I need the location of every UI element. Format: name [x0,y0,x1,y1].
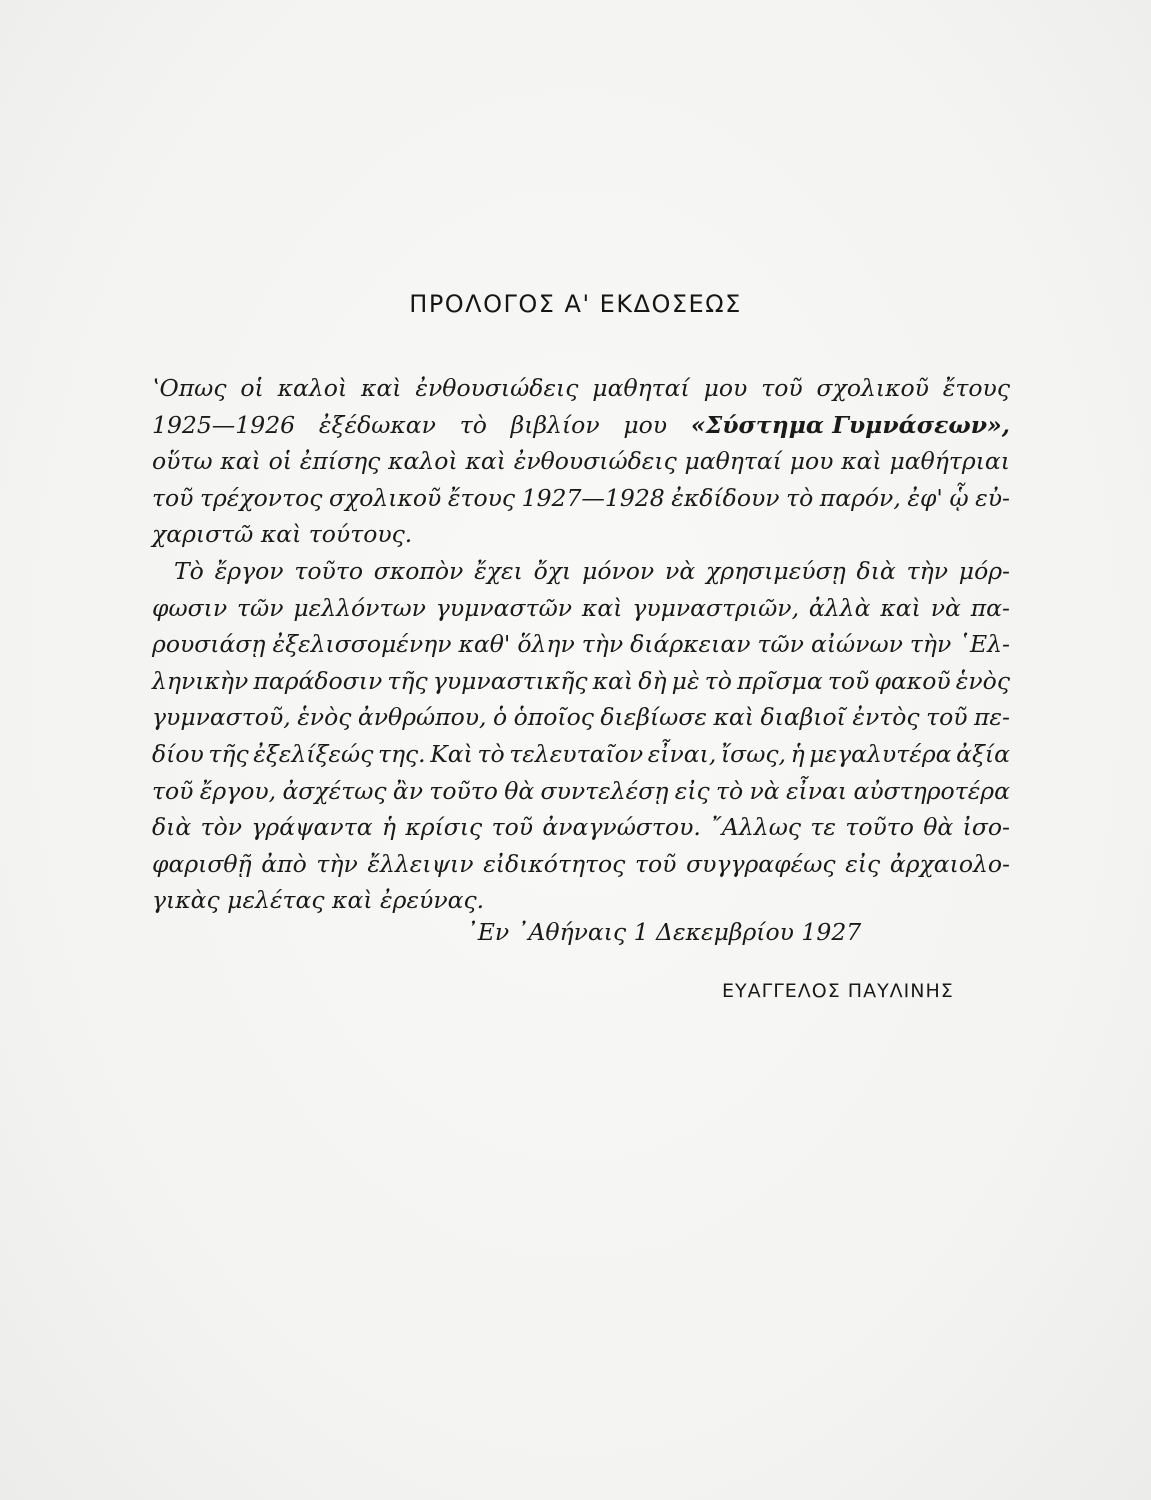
dateline: ᾿Εν ᾿Αθήναις 1 Δεκεμβρίου 1927 [466,918,862,946]
text-segment: οὕτω καὶ οἱ ἐπίσης καλοὶ καὶ ἐνθουσιώδεις μαθηταί μου καὶ μαθήτριαι [152,447,1010,476]
text-segment: γικὰς μελέτας καὶ ἐρεύνας. [152,886,485,915]
text-line [152,370,1010,407]
text-line [152,882,1010,919]
text-line [152,699,1010,736]
text-segment: τοῦ ἔργου, ἀσχέτως ἂν τοῦτο θὰ συντελέσῃ εἰς τὸ νὰ εἶναι αὐστηροτέρα [152,776,1010,805]
text-segment: βιβλίον [510,410,600,439]
text-segment: ʽΟπως οἱ καλοὶ καὶ ἐνθουσιώδεις μαθηταί μου τοῦ σχολικοῦ ἔτους [152,374,1010,402]
text-segment: διὰ τὸν γράψαντα ἡ κρίσις τοῦ ἀναγνώστου. ῎Αλλως τε τοῦτο θὰ ἰσο- [152,813,1010,842]
text-segment: τοῦ τρέχοντος σχολικοῦ ἔτους 1927—1928 ἐκδίδουν τὸ παρόν, ἐφ' ᾧ εὐ- [152,483,1010,512]
text-line [152,846,1010,883]
text-line [152,443,1010,480]
text-line [152,663,1010,700]
text-line [152,809,1010,846]
text-line [152,480,1010,517]
book-title: «Σύστημα Γυμνάσεων», [690,410,1010,439]
text-segment: γυμναστοῦ, ἑνὸς ἀνθρώπου, ὁ ὁποῖος διεβίωσε καὶ διαβιοῖ ἐντὸς τοῦ πε- [152,703,1010,732]
author-signature: ΕΥΑΓΓΕΛΟΣ ΠΑΥΛΙΝΗΣ [722,980,954,1002]
preface-body [152,370,1010,919]
text-segment: φαρισθῇ ἀπὸ τὴν ἔλλειψιν εἰδικότητος τοῦ συγγραφέως εἰς ἀρχαιολο- [152,849,1010,878]
page-title: ΠΡΟΛΟΓΟΣ Α' ΕΚΔΟΣΕΩΣ [409,290,742,318]
text-segment: ἐξέδωκαν [318,410,436,439]
text-segment: 1925—1926 [152,410,296,439]
text-segment: ρουσιάσῃ ἐξελισσομένην καθ' ὅλην τὴν διάρκειαν τῶν αἰώνων τὴν ῾Ελ- [152,630,1010,659]
text-segment: χαριστῶ καὶ τούτους. [152,520,413,549]
text-line [152,407,1010,444]
text-line [152,516,1010,553]
text-line [152,590,1010,627]
text-segment: μου [623,410,668,439]
text-segment: φωσιν τῶν μελλόντων γυμναστῶν καὶ γυμναστριῶν, ἀλλὰ καὶ νὰ πα- [152,593,1010,622]
text-segment: ληνικὴν παράδοσιν τῆς γυμναστικῆς καὶ δὴ μὲ τὸ πρῖσμα τοῦ φακοῦ ἑνὸς [152,666,1010,695]
text-line [152,553,1010,590]
text-line [152,773,1010,810]
text-line [152,626,1010,663]
text-segment: τὸ [459,410,487,439]
text-segment: δίου τῆς ἐξελίξεώς της. Καὶ τὸ τελευταῖον εἶναι, ἴσως, ἡ μεγαλυτέρα ἀξία [152,739,1010,768]
text-line [152,736,1010,773]
text-segment: Τὸ ἔργον τοῦτο σκοπὸν ἔχει ὄχι μόνον νὰ χρησιμεύσῃ διὰ τὴν μόρ- [174,556,1010,585]
